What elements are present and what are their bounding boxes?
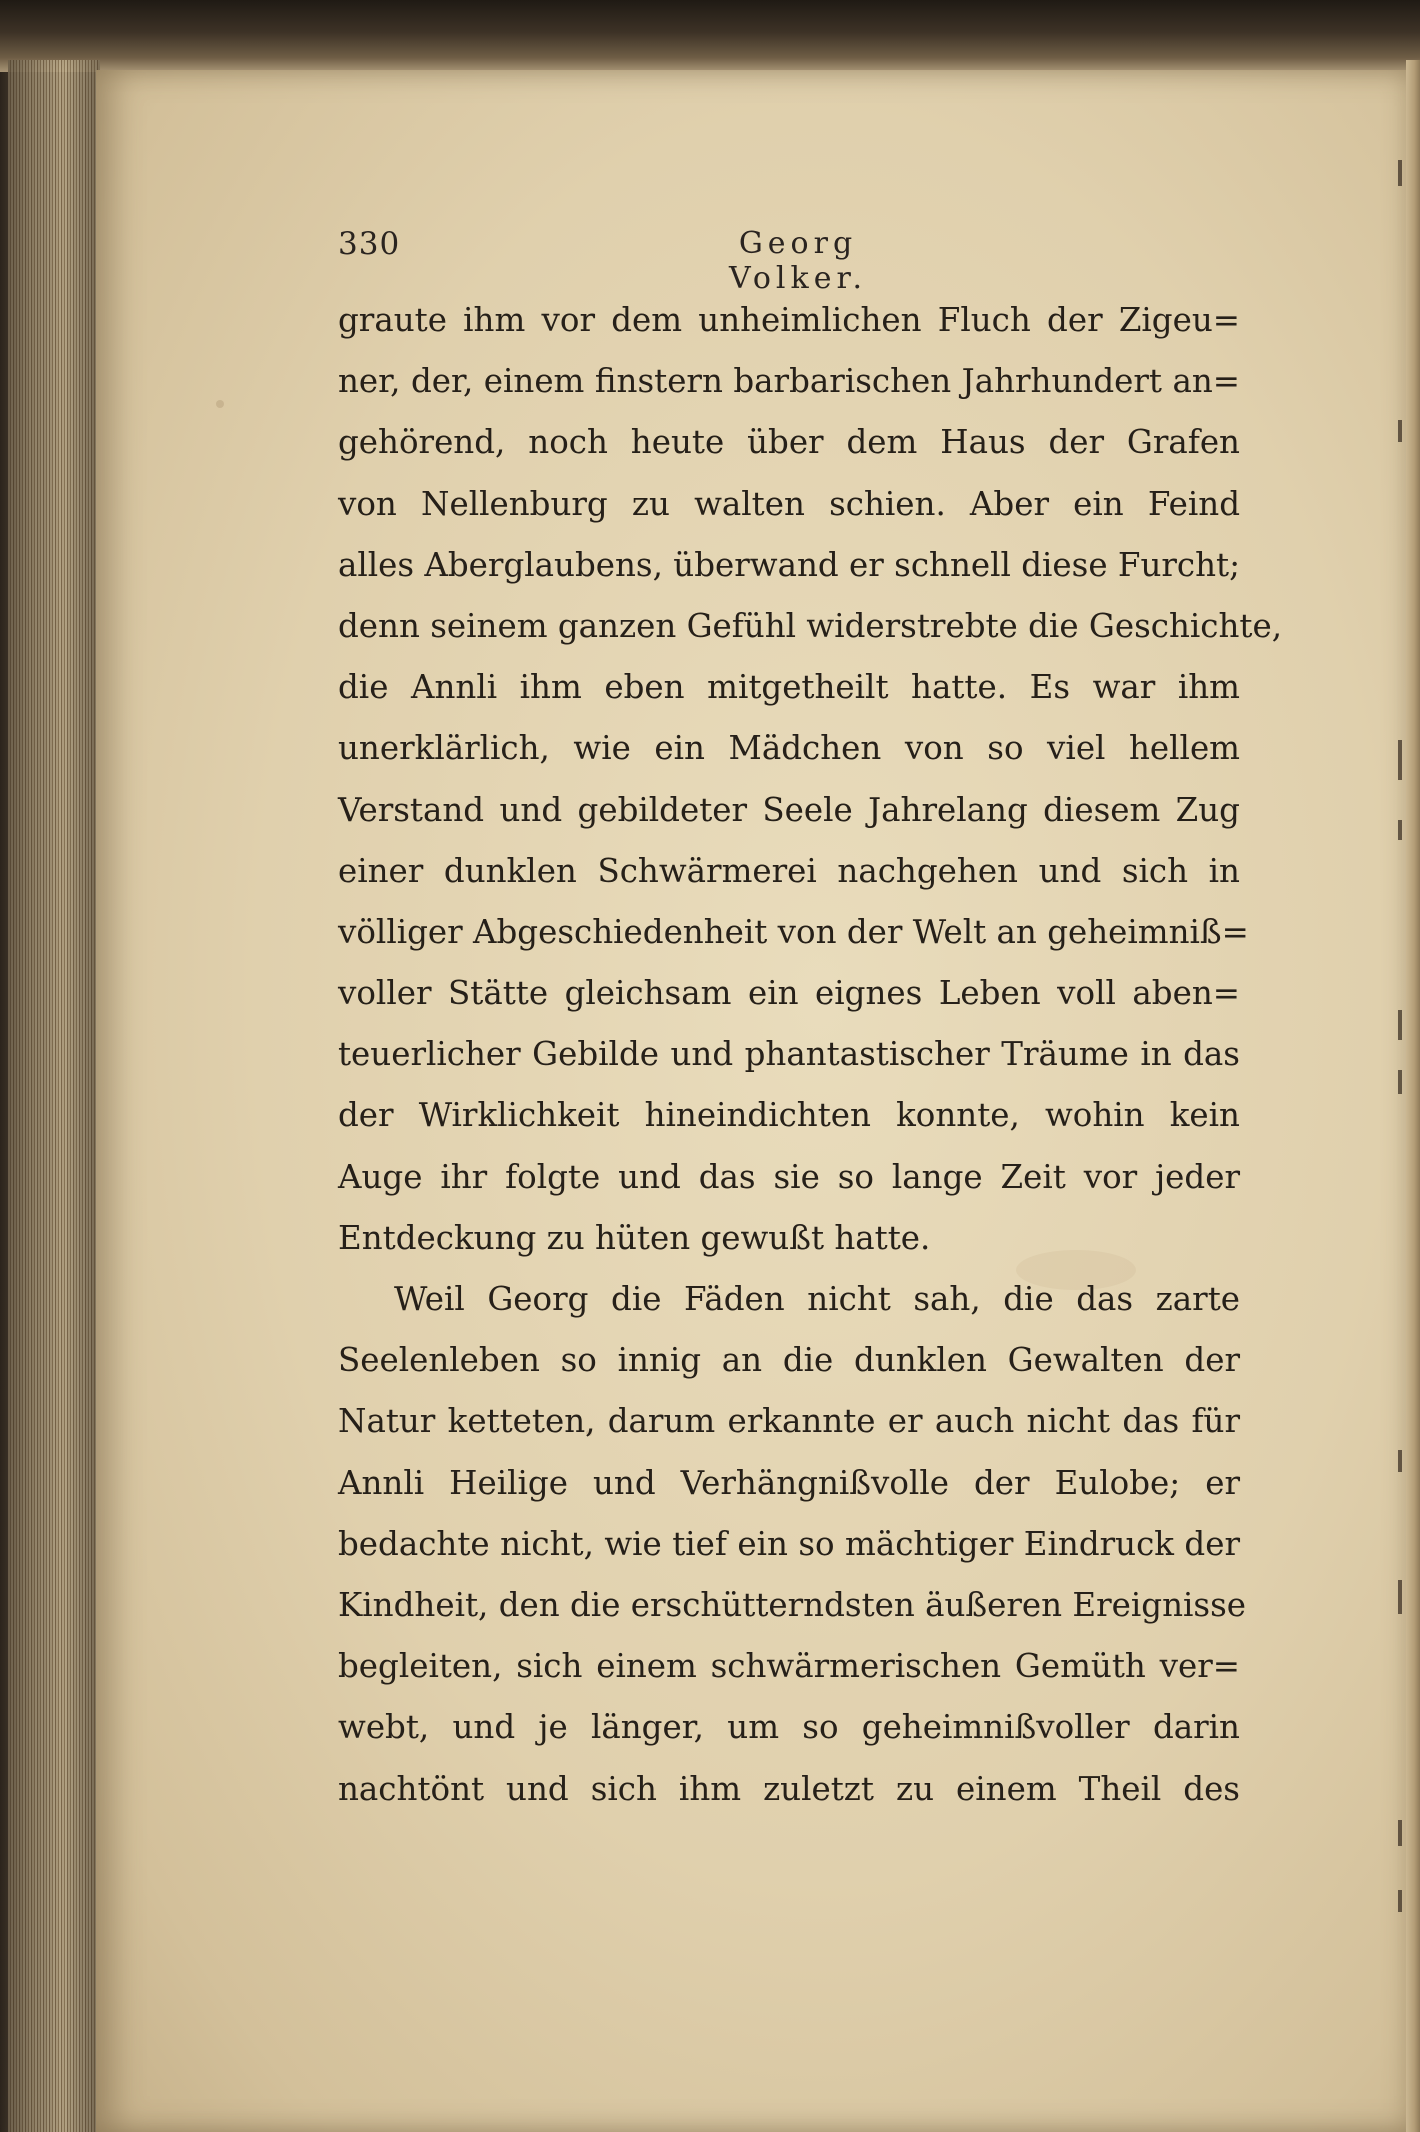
text-line: völliger Abgeschiedenheit von der Welt an geheimniß=: [338, 912, 1249, 951]
text-line: gehörend, noch heute über dem Haus der Grafen: [338, 423, 1240, 462]
text-line: Natur ketteten, darum erkannte er auch nicht das für: [338, 1402, 1240, 1441]
text-line: Verstand und gebildeter Seele Jahrelang diesem Zug: [338, 790, 1240, 829]
page-right-edge: [1406, 60, 1420, 2132]
text-line: nachtönt und sich ihm zuletzt zu einem Theil des: [338, 1769, 1240, 1808]
text-line: voller Stätte gleichsam ein eignes Leben voll aben=: [338, 974, 1240, 1013]
page-stack-shade: [8, 60, 100, 2132]
paragraph-2: [338, 1269, 1247, 1820]
text-line: begleiten, sich einem schwärmerischen Gemüth ver=: [338, 1647, 1240, 1686]
paper-spot: [216, 400, 224, 408]
text-line: Entdeckung zu hüten gewußt hatte.: [338, 1218, 931, 1257]
text-line: webt, und je länger, um so geheimnißvoller darin: [338, 1708, 1240, 1747]
text-line: Kindheit, den die erschütterndsten äußeren Ereignisse: [338, 1585, 1247, 1624]
text-line: Annli Heilige und Verhängnißvolle der Eulobe; er: [338, 1463, 1240, 1502]
page-header: [338, 226, 1240, 296]
running-head: Georg Volker.: [728, 226, 868, 296]
page-number: 330: [338, 226, 401, 262]
text-line: alles Aberglaubens, überwand er schnell diese Furcht;: [338, 545, 1241, 584]
text-line: denn seinem ganzen Gefühl widerstrebte die Geschichte,: [338, 606, 1283, 645]
text-line: graute ihm vor dem unheimlichen Fluch der Zigeu=: [338, 301, 1240, 339]
text-line: Weil Georg die Fäden nicht sah, die das zarte: [394, 1280, 1240, 1318]
text-line: einer dunklen Schwärmerei nachgehen und sich in: [338, 851, 1240, 890]
book-top-edge: [0, 0, 1420, 72]
text-line: Seelenleben so innig an die dunklen Gewalten der: [338, 1341, 1240, 1380]
body-text: [338, 290, 1283, 1820]
text-line: teuerlicher Gebilde und phantastischer Träume in das: [338, 1035, 1240, 1074]
right-edge-marks: [1396, 120, 1408, 1940]
paragraph-1: [338, 290, 1283, 1269]
text-line: ner, der, einem finstern barbarischen Jahrhundert an=: [338, 362, 1240, 401]
text-line: Auge ihr folgte und das sie so lange Zeit vor jeder: [338, 1157, 1240, 1196]
text-line: bedachte nicht, wie tief ein so mächtiger Eindruck der: [338, 1524, 1240, 1563]
text-line: die Annli ihm eben mitgetheilt hatte. Es war ihm: [338, 668, 1240, 707]
text-line: von Nellenburg zu walten schien. Aber ein Feind: [338, 484, 1240, 523]
text-line: unerklärlich, wie ein Mädchen von so viel hellem: [338, 729, 1240, 768]
text-line: der Wirklichkeit hineindichten konnte, wohin kein: [338, 1096, 1240, 1135]
